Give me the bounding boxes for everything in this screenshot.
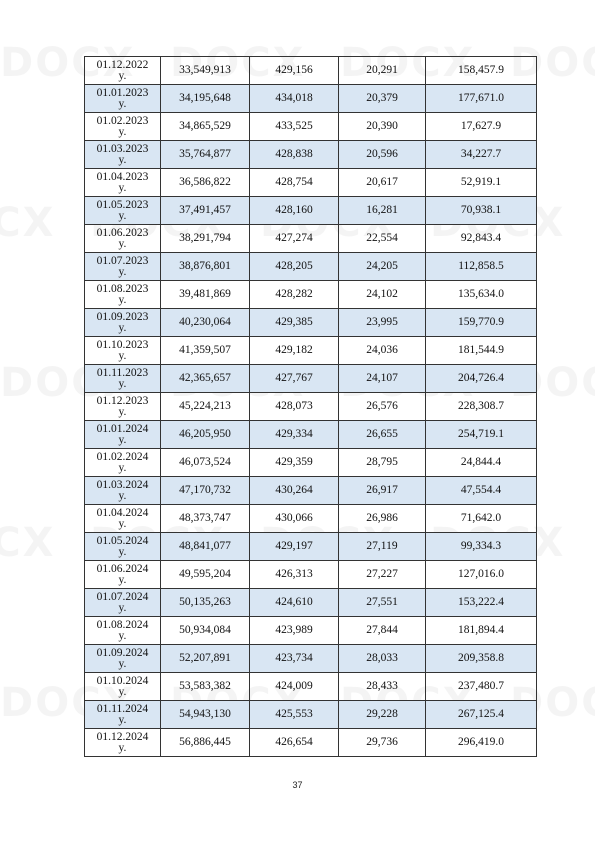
page-number: 37: [292, 780, 303, 790]
value-cell-col4: 24,205: [339, 253, 426, 281]
value-cell-col4: 27,551: [339, 589, 426, 617]
date-suffix: y.: [118, 461, 127, 474]
date-cell: [85, 533, 161, 561]
value-cell-col2: 38,876,801: [161, 253, 250, 281]
table-row: [85, 309, 537, 337]
date-suffix: y.: [118, 209, 127, 222]
value-cell-col4: 24,102: [339, 281, 426, 309]
value-cell-col5: 52,919.1: [426, 169, 537, 197]
table-row: [85, 421, 537, 449]
value-cell-col5: 47,554.4: [426, 477, 537, 505]
date-suffix: y.: [118, 713, 127, 726]
table-row: [85, 141, 537, 169]
value-cell-col3: 428,073: [250, 393, 339, 421]
value-cell-col3: 429,385: [250, 309, 339, 337]
date-cell: [85, 57, 161, 85]
date-value: 01.02.2024: [96, 450, 149, 463]
table-row: [85, 729, 537, 757]
date-value: 01.01.2024: [96, 422, 149, 435]
value-cell-col3: 430,066: [250, 505, 339, 533]
value-cell-col4: 24,107: [339, 365, 426, 393]
date-suffix: y.: [118, 517, 127, 530]
value-cell-col3: 424,610: [250, 589, 339, 617]
value-cell-col3: 423,734: [250, 645, 339, 673]
date-value: 01.11.2024: [96, 702, 149, 715]
date-value: 01.06.2024: [96, 562, 149, 575]
value-cell-col4: 27,119: [339, 533, 426, 561]
date-cell: [85, 281, 161, 309]
date-value: 01.04.2024: [96, 506, 149, 519]
value-cell-col2: 54,943,130: [161, 701, 250, 729]
value-cell-col5: 158,457.9: [426, 57, 537, 85]
date-suffix: y.: [118, 433, 127, 446]
date-cell: [85, 253, 161, 281]
date-cell: [85, 589, 161, 617]
date-cell: [85, 225, 161, 253]
value-cell-col5: 112,858.5: [426, 253, 537, 281]
table-row: [85, 113, 537, 141]
date-suffix: y.: [118, 489, 127, 502]
date-suffix: y.: [118, 153, 127, 166]
table-row: [85, 57, 537, 85]
date-suffix: y.: [118, 69, 127, 82]
date-value: 01.05.2023: [96, 198, 149, 211]
table-row: [85, 281, 537, 309]
value-cell-col5: 228,308.7: [426, 393, 537, 421]
date-suffix: y.: [118, 601, 127, 614]
value-cell-col4: 16,281: [339, 197, 426, 225]
table-row: [85, 337, 537, 365]
value-cell-col3: 430,264: [250, 477, 339, 505]
table-row: [85, 533, 537, 561]
value-cell-col2: 34,865,529: [161, 113, 250, 141]
value-cell-col4: 28,433: [339, 673, 426, 701]
value-cell-col2: 56,886,445: [161, 729, 250, 757]
date-cell: [85, 421, 161, 449]
date-value: 01.08.2024: [96, 618, 149, 631]
value-cell-col2: 33,549,913: [161, 57, 250, 85]
date-cell: [85, 617, 161, 645]
date-cell: [85, 477, 161, 505]
value-cell-col4: 20,617: [339, 169, 426, 197]
date-cell: [85, 113, 161, 141]
value-cell-col2: 46,205,950: [161, 421, 250, 449]
table-body: [85, 57, 537, 757]
value-cell-col3: 427,274: [250, 225, 339, 253]
watermark-text: [0, 520, 55, 566]
date-value: 01.04.2023: [96, 170, 149, 183]
date-cell: [85, 393, 161, 421]
date-suffix: y.: [118, 125, 127, 138]
date-suffix: y.: [118, 741, 127, 754]
value-cell-col3: 428,282: [250, 281, 339, 309]
date-value: 01.08.2023: [96, 282, 149, 295]
value-cell-col4: 23,995: [339, 309, 426, 337]
date-value: 01.09.2024: [96, 646, 149, 659]
date-value: 01.07.2024: [96, 590, 149, 603]
value-cell-col5: 24,844.4: [426, 449, 537, 477]
value-cell-col4: 27,844: [339, 617, 426, 645]
value-cell-col4: 29,736: [339, 729, 426, 757]
value-cell-col5: 70,938.1: [426, 197, 537, 225]
date-value: 01.07.2023: [96, 254, 149, 267]
date-value: 01.10.2023: [96, 338, 149, 351]
value-cell-col2: 48,841,077: [161, 533, 250, 561]
date-value: 01.10.2024: [96, 674, 149, 687]
table-row: [85, 169, 537, 197]
value-cell-col4: 27,227: [339, 561, 426, 589]
date-value: 01.06.2023: [96, 226, 149, 239]
value-cell-col3: 427,767: [250, 365, 339, 393]
value-cell-col3: 429,334: [250, 421, 339, 449]
value-cell-col5: 254,719.1: [426, 421, 537, 449]
value-cell-col4: 26,917: [339, 477, 426, 505]
value-cell-col5: 209,358.8: [426, 645, 537, 673]
value-cell-col4: 29,228: [339, 701, 426, 729]
value-cell-col2: 36,586,822: [161, 169, 250, 197]
date-value: 01.02.2023: [96, 114, 149, 127]
data-table: [84, 56, 537, 757]
value-cell-col5: 153,222.4: [426, 589, 537, 617]
value-cell-col2: 42,365,657: [161, 365, 250, 393]
value-cell-col3: 429,197: [250, 533, 339, 561]
value-cell-col3: 428,754: [250, 169, 339, 197]
date-cell: [85, 85, 161, 113]
table-row: [85, 617, 537, 645]
date-cell: [85, 505, 161, 533]
value-cell-col3: 434,018: [250, 85, 339, 113]
value-cell-col3: 426,654: [250, 729, 339, 757]
value-cell-col4: 28,033: [339, 645, 426, 673]
value-cell-col3: 428,160: [250, 197, 339, 225]
value-cell-col3: 423,989: [250, 617, 339, 645]
date-value: 01.12.2022: [96, 58, 149, 71]
value-cell-col5: 34,227.7: [426, 141, 537, 169]
date-suffix: y.: [118, 657, 127, 670]
value-cell-col2: 53,583,382: [161, 673, 250, 701]
value-cell-col5: 159,770.9: [426, 309, 537, 337]
value-cell-col3: 428,205: [250, 253, 339, 281]
value-cell-col4: 24,036: [339, 337, 426, 365]
table-row: [85, 253, 537, 281]
value-cell-col2: 50,934,084: [161, 617, 250, 645]
date-cell: [85, 141, 161, 169]
value-cell-col5: 181,544.9: [426, 337, 537, 365]
date-suffix: y.: [118, 97, 127, 110]
value-cell-col4: 26,655: [339, 421, 426, 449]
date-cell: [85, 337, 161, 365]
value-cell-col2: 46,073,524: [161, 449, 250, 477]
date-suffix: y.: [118, 545, 127, 558]
date-value: 01.12.2024: [96, 730, 149, 743]
value-cell-col4: 20,596: [339, 141, 426, 169]
table-row: [85, 673, 537, 701]
value-cell-col5: 296,419.0: [426, 729, 537, 757]
date-suffix: y.: [118, 377, 127, 390]
value-cell-col5: 267,125.4: [426, 701, 537, 729]
date-cell: [85, 673, 161, 701]
value-cell-col2: 45,224,213: [161, 393, 250, 421]
value-cell-col4: 28,795: [339, 449, 426, 477]
date-suffix: y.: [118, 321, 127, 334]
value-cell-col3: 425,553: [250, 701, 339, 729]
date-suffix: y.: [118, 573, 127, 586]
value-cell-col2: 37,491,457: [161, 197, 250, 225]
table-row: [85, 645, 537, 673]
date-value: 01.03.2023: [96, 142, 149, 155]
table-row: [85, 225, 537, 253]
value-cell-col5: 177,671.0: [426, 85, 537, 113]
date-value: 01.01.2023: [96, 86, 149, 99]
date-suffix: y.: [118, 181, 127, 194]
date-suffix: y.: [118, 237, 127, 250]
value-cell-col4: 20,379: [339, 85, 426, 113]
value-cell-col3: 429,156: [250, 57, 339, 85]
value-cell-col3: 433,525: [250, 113, 339, 141]
value-cell-col2: 34,195,648: [161, 85, 250, 113]
table-row: [85, 701, 537, 729]
date-suffix: y.: [118, 293, 127, 306]
value-cell-col3: 426,313: [250, 561, 339, 589]
table-row: [85, 505, 537, 533]
date-suffix: y.: [118, 685, 127, 698]
date-cell: [85, 365, 161, 393]
table-row: [85, 477, 537, 505]
value-cell-col5: 17,627.9: [426, 113, 537, 141]
value-cell-col5: 92,843.4: [426, 225, 537, 253]
value-cell-col4: 26,986: [339, 505, 426, 533]
date-cell: [85, 449, 161, 477]
table-row: [85, 561, 537, 589]
value-cell-col5: 127,016.0: [426, 561, 537, 589]
value-cell-col4: 20,390: [339, 113, 426, 141]
date-cell: [85, 561, 161, 589]
value-cell-col5: 135,634.0: [426, 281, 537, 309]
table-row: [85, 365, 537, 393]
value-cell-col2: 38,291,794: [161, 225, 250, 253]
value-cell-col4: 20,291: [339, 57, 426, 85]
value-cell-col2: 40,230,064: [161, 309, 250, 337]
date-suffix: y.: [118, 629, 127, 642]
watermark-text: [0, 200, 55, 246]
value-cell-col3: 429,359: [250, 449, 339, 477]
date-cell: [85, 701, 161, 729]
table-row: [85, 393, 537, 421]
date-value: 01.05.2024: [96, 534, 149, 547]
date-value: 01.09.2023: [96, 310, 149, 323]
value-cell-col2: 48,373,747: [161, 505, 250, 533]
table-row: [85, 85, 537, 113]
value-cell-col2: 41,359,507: [161, 337, 250, 365]
value-cell-col3: 424,009: [250, 673, 339, 701]
value-cell-col5: 204,726.4: [426, 365, 537, 393]
value-cell-col2: 39,481,869: [161, 281, 250, 309]
date-cell: [85, 197, 161, 225]
value-cell-col4: 22,554: [339, 225, 426, 253]
value-cell-col5: 99,334.3: [426, 533, 537, 561]
date-value: 01.03.2024: [96, 478, 149, 491]
value-cell-col2: 47,170,732: [161, 477, 250, 505]
table-row: [85, 197, 537, 225]
value-cell-col3: 429,182: [250, 337, 339, 365]
date-cell: [85, 169, 161, 197]
value-cell-col2: 52,207,891: [161, 645, 250, 673]
value-cell-col5: 181,894.4: [426, 617, 537, 645]
date-value: 01.11.2023: [96, 366, 149, 379]
value-cell-col2: 35,764,877: [161, 141, 250, 169]
date-suffix: y.: [118, 265, 127, 278]
date-value: 01.12.2023: [96, 394, 149, 407]
value-cell-col3: 428,838: [250, 141, 339, 169]
value-cell-col5: 71,642.0: [426, 505, 537, 533]
date-cell: [85, 645, 161, 673]
value-cell-col5: 237,480.7: [426, 673, 537, 701]
date-cell: [85, 309, 161, 337]
date-suffix: y.: [118, 405, 127, 418]
table-row: [85, 449, 537, 477]
value-cell-col2: 49,595,204: [161, 561, 250, 589]
value-cell-col4: 26,576: [339, 393, 426, 421]
date-cell: [85, 729, 161, 757]
date-suffix: y.: [118, 349, 127, 362]
value-cell-col2: 50,135,263: [161, 589, 250, 617]
table-row: [85, 589, 537, 617]
